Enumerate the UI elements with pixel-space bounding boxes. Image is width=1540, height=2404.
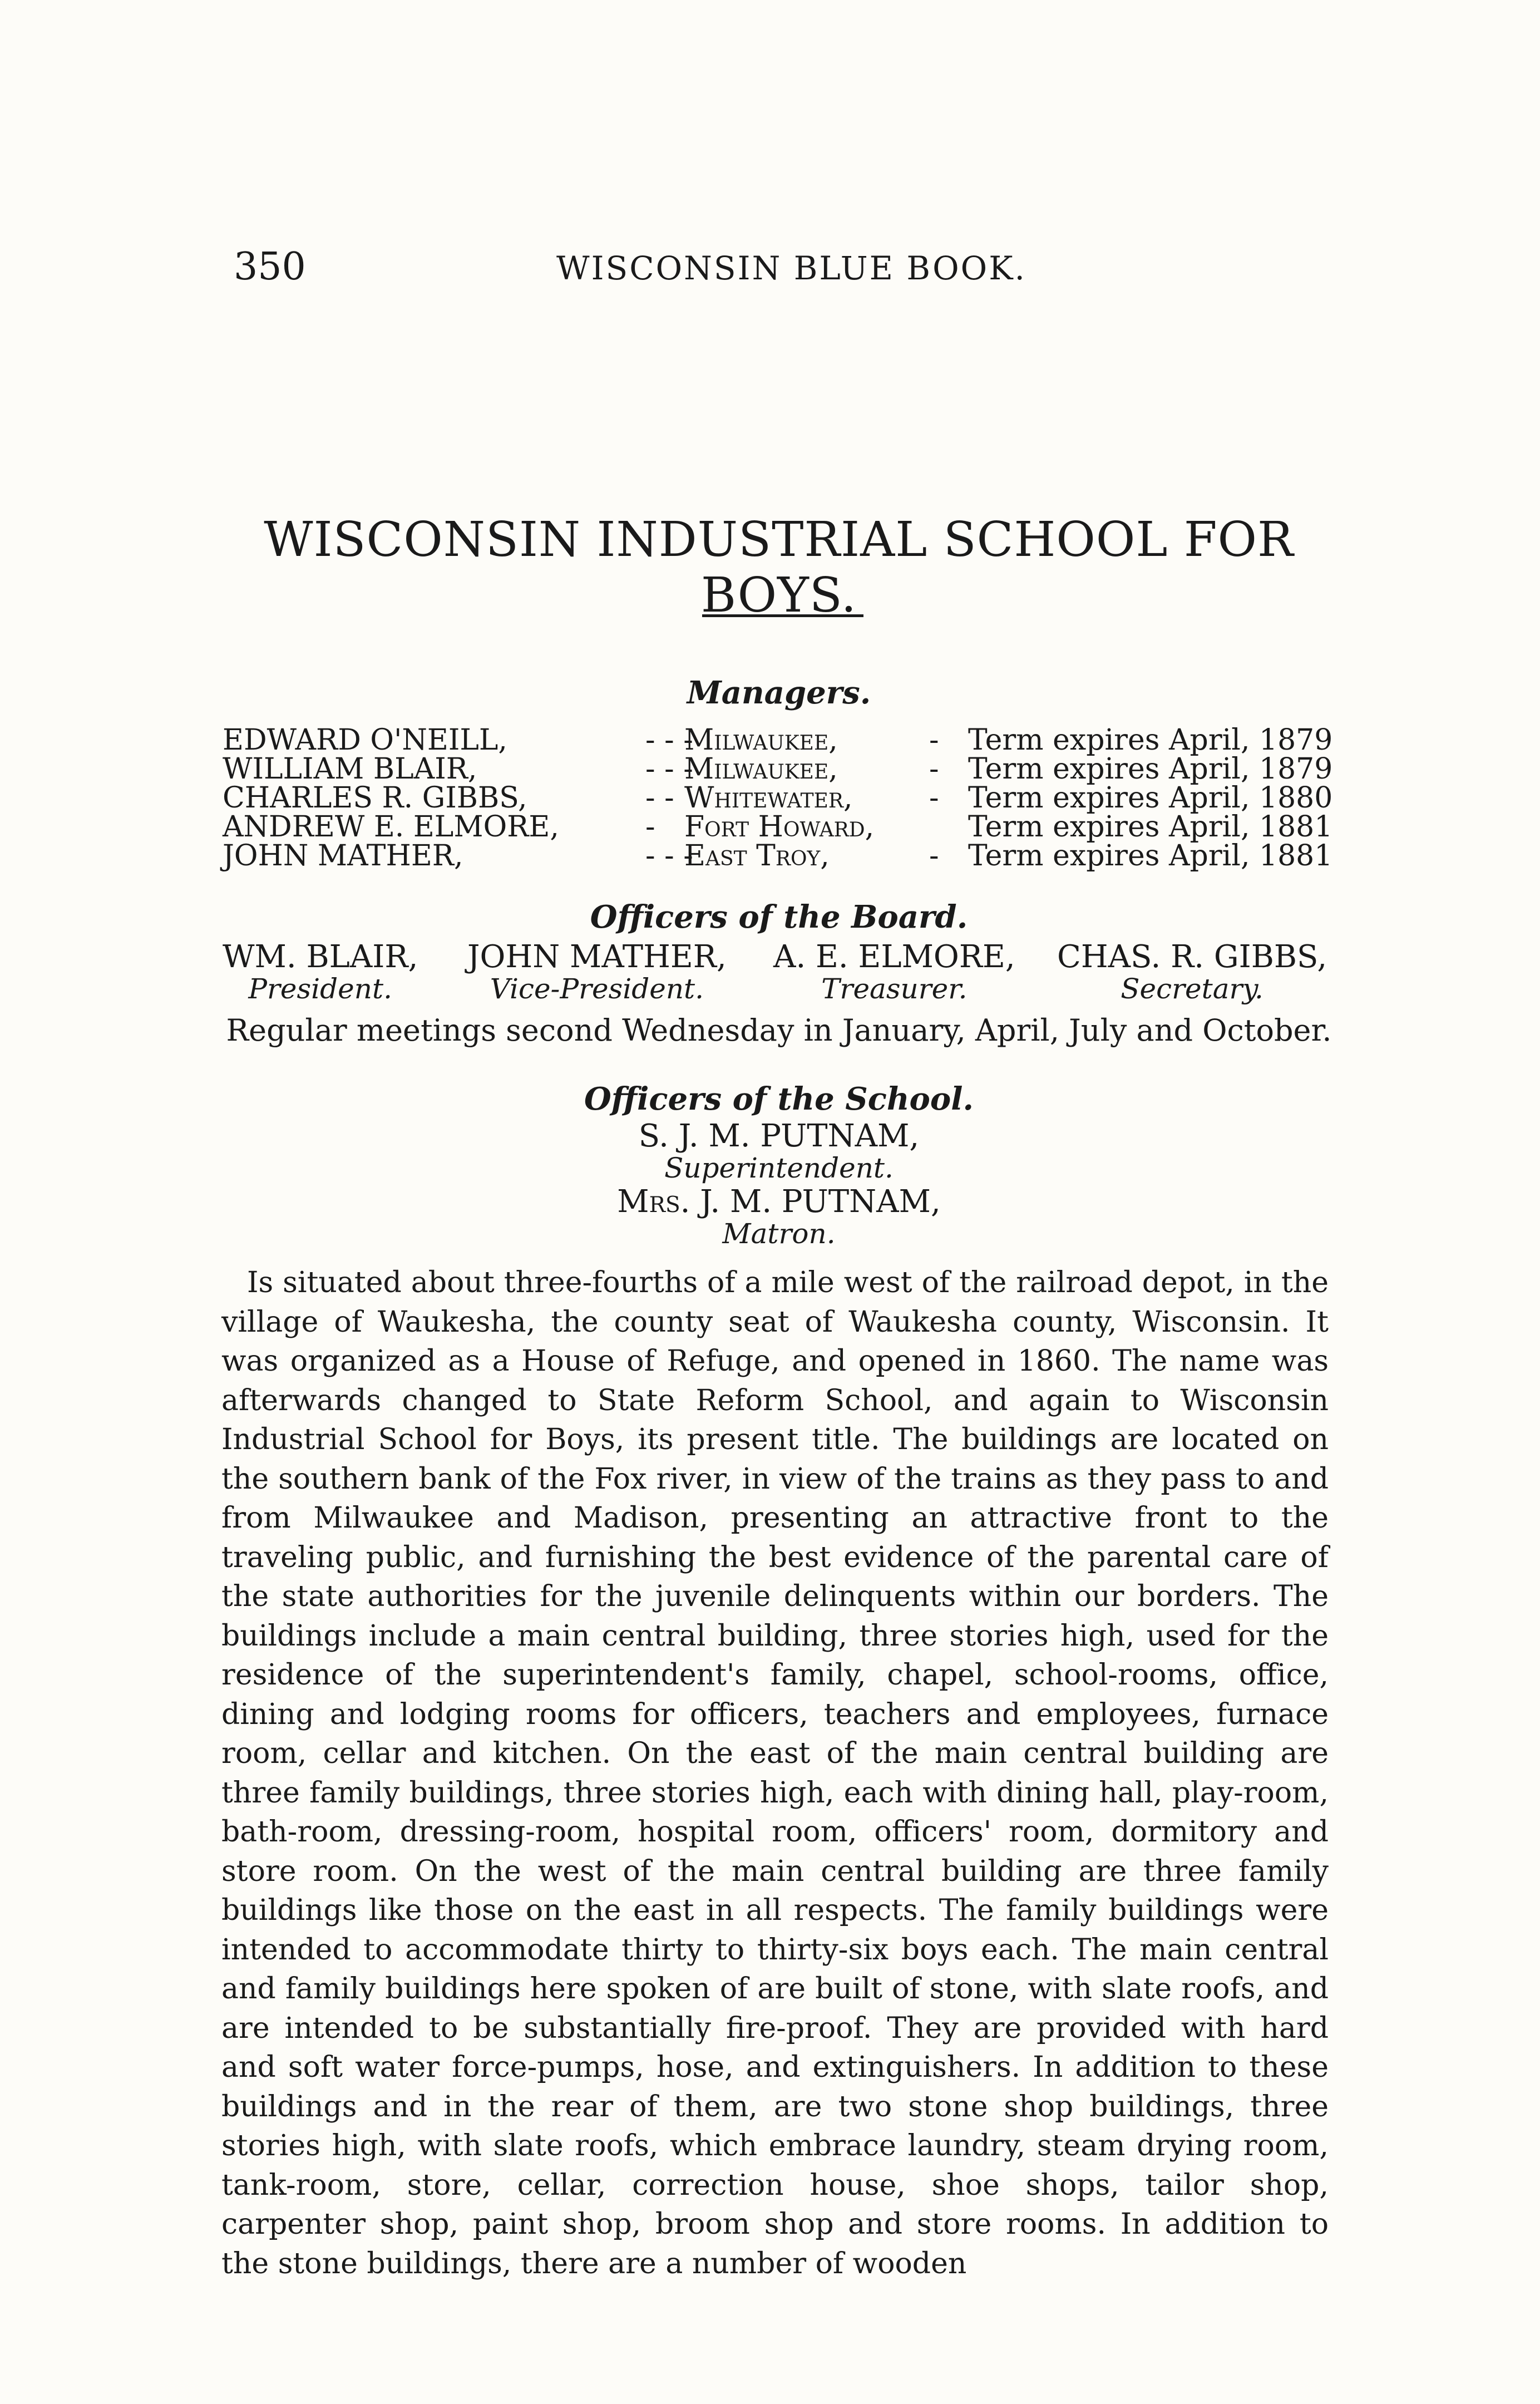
manager-term: Term expires April, 1880 bbox=[968, 781, 1333, 815]
board-officer bbox=[467, 940, 727, 1004]
officer-title: Superintendent. bbox=[664, 1152, 894, 1184]
manager-term: Term expires April, 1881 bbox=[968, 839, 1333, 873]
leader-dashes: - - - bbox=[645, 839, 693, 873]
officer-name: CHAS. R. GIBBS, bbox=[1057, 939, 1327, 975]
officer-name: S. J. M. PUTNAM, bbox=[638, 1118, 920, 1154]
manager-row bbox=[223, 752, 1335, 786]
officer-name-text: J. M. PUTNAM, bbox=[700, 1184, 941, 1220]
leader-dashes: - - - bbox=[645, 752, 693, 786]
page-number: 350 bbox=[234, 245, 306, 289]
manager-row bbox=[223, 723, 1335, 757]
leader-dash: - bbox=[929, 781, 939, 815]
manager-row bbox=[223, 810, 1335, 844]
officer-title: President. bbox=[248, 973, 392, 1005]
manager-term: Term expires April, 1881 bbox=[968, 810, 1333, 844]
page-title: WISCONSIN INDUSTRIAL SCHOOL FOR BOYS. bbox=[264, 512, 1294, 623]
running-head: WISCONSIN BLUE BOOK. bbox=[556, 249, 1026, 287]
manager-city: Milwaukee, bbox=[684, 723, 838, 757]
manager-name: EDWARD O'NEILL, bbox=[223, 723, 507, 757]
leader-dashes: - bbox=[645, 810, 655, 844]
manager-row bbox=[223, 839, 1335, 873]
manager-city: Milwaukee, bbox=[684, 752, 838, 786]
leader-dashes: - - - bbox=[645, 723, 693, 757]
officer-title: Secretary. bbox=[1121, 973, 1263, 1005]
officer-title: Vice-President. bbox=[490, 973, 704, 1005]
managers-list bbox=[223, 723, 1335, 873]
body-paragraph: Is situated about three-fourths of a mile west of the railroad depot, in the village of Waukesha, the county seat of Waukesha county, Wisconsin. It was organized as a House of Refuge, and opened in 1860. The name was afterwards changed to State Reform School, and again to Wisconsin Industrial School for Boys, its present title. The buildings are located on the southern bank of the Fox river, in view of the trains as they pass to and from Milwaukee and Madison, presenting an attractive front to the traveling public, and furnishing the best evidence of the parental care of the state authorities for the juvenile delinquents within our borders. The buildings include a main central building, three stories high, used for the residence of the superintendent's family, chapel, school-rooms, office, dining and lodging rooms for officers, teachers and employees, furnace room, cellar and kitchen. On the east of the main central building are three family buildings, three stories high, each with dining hall, play-room, bath-room, dressing-room, hospital room, officers' room, dormitory and store room. On the west of the main central building are three family buildings like those on the east in all respects. The family buildings were intended to accommodate thirty to thirty-six boys each. The main central and family buildings here spoken of are built of stone, with slate roofs, and are intended to be substantially fire-proof. They are provided with hard and soft water force-pumps, hose, and extinguishers. In addition to these buildings and in the rear of them, are two stone shop buildings, three stories high, with slate roofs, which embrace laundry, steam drying room, tank-room, store, cellar, correction house, shoe shops, tailor shop, carpenter shop, paint shop, broom shop and store rooms. In addition to the stone buildings, there are a number of wooden bbox=[221, 1266, 1329, 2280]
board-heading: Officers of the Board. bbox=[590, 899, 968, 935]
manager-city: Fort Howard, bbox=[684, 810, 875, 844]
manager-term: Term expires April, 1879 bbox=[968, 723, 1333, 757]
school-officer bbox=[223, 1120, 1335, 1183]
board-officer bbox=[223, 940, 418, 1004]
leader-dash: - bbox=[929, 752, 939, 786]
manager-name: ANDREW E. ELMORE, bbox=[223, 810, 559, 844]
manager-name: JOHN MATHER, bbox=[223, 839, 463, 873]
page-header bbox=[234, 245, 1335, 295]
title-divider bbox=[702, 614, 863, 617]
leader-dash: - bbox=[929, 839, 939, 873]
manager-name: WILLIAM BLAIR, bbox=[223, 752, 477, 786]
officer-title: Treasurer. bbox=[821, 973, 968, 1005]
board-officers bbox=[223, 940, 1335, 1013]
manager-term: Term expires April, 1879 bbox=[968, 752, 1333, 786]
board-officer bbox=[1057, 940, 1327, 1004]
board-officer bbox=[773, 940, 1015, 1004]
officer-name: A. E. ELMORE, bbox=[773, 939, 1015, 975]
officer-name: JOHN MATHER, bbox=[467, 939, 727, 975]
managers-heading: Managers. bbox=[687, 674, 871, 711]
manager-city: Whitewater, bbox=[684, 781, 853, 815]
officer-name bbox=[223, 1185, 1335, 1219]
manager-city: East Troy, bbox=[684, 839, 830, 873]
officer-title: Matron. bbox=[722, 1218, 836, 1250]
manager-row bbox=[223, 781, 1335, 815]
leader-dash: - bbox=[929, 723, 939, 757]
officer-name: WM. BLAIR, bbox=[223, 939, 418, 975]
school-officer bbox=[223, 1185, 1335, 1249]
manager-name: CHARLES R. GIBBS, bbox=[223, 781, 527, 815]
leader-dashes: - - bbox=[645, 781, 674, 815]
meetings-note: Regular meetings second Wednesday in January, April, July and October. bbox=[226, 1013, 1332, 1048]
name-prefix: Mrs. bbox=[617, 1184, 690, 1220]
school-heading: Officers of the School. bbox=[584, 1081, 974, 1117]
